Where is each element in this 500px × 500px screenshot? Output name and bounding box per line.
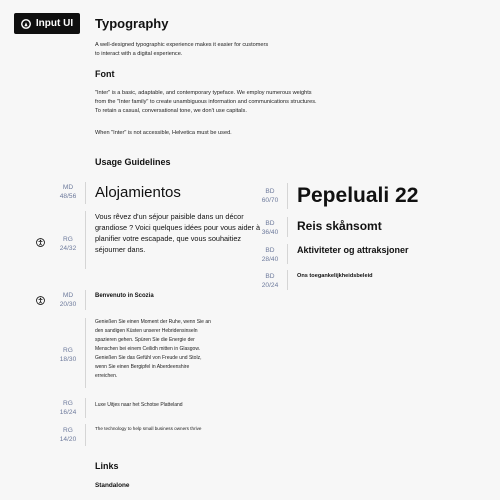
- sample-paragraph-german-line-1: Genießen Sie einen Moment der Ruhe, wenn Sie an: [95, 319, 211, 325]
- divider: [287, 183, 288, 209]
- divider: [85, 424, 86, 446]
- link-standalone[interactable]: Standalone: [95, 482, 130, 489]
- divider: [85, 398, 86, 418]
- style-size: 60/70: [261, 197, 279, 204]
- font-para-line-2: from the "Inter family" to create unambiguous information and communications structures.: [95, 99, 317, 105]
- intro-line-2: to interact with a digital experience.: [95, 51, 183, 57]
- page-title: Typography: [95, 16, 169, 31]
- style-size: 16/24: [59, 409, 77, 416]
- style-size: 24/32: [59, 245, 77, 252]
- font-para-line-1: "Inter" is a basic, adaptable, and contemporary typeface. We employ numerous weights: [95, 90, 312, 96]
- divider: [85, 290, 86, 310]
- style-weight: RG: [63, 400, 73, 407]
- style-size: 28/40: [261, 256, 279, 263]
- sample-paragraph-german-line-6: wenn Sie einen Bergipfel in Aberdeenshire: [95, 364, 190, 370]
- font-fallback-note: When "Inter" is not accessible, Helvetica must be used.: [95, 130, 232, 136]
- style-size: 14/20: [59, 436, 77, 443]
- sample-pepeluali: Pepeluali 22: [297, 184, 419, 207]
- style-weight: MD: [62, 292, 74, 299]
- sample-toegankelijkheid: Ons toegankelijkheidsbeleid: [297, 273, 373, 279]
- sample-paragraph-german-line-4: Menschen bei einem Ceilidh mitten in Glasgow.: [95, 346, 201, 352]
- logo-mark-icon: [21, 19, 31, 29]
- style-size: 48/56: [59, 193, 77, 200]
- style-weight: BD: [265, 220, 275, 227]
- sample-paragraph-german-line-3: spazieren gehen. Spüren Sie die Energie der: [95, 337, 195, 343]
- font-para-line-3: To retain a casual, conversational tone, we don't use capitals.: [95, 108, 247, 114]
- style-weight: RG: [63, 347, 73, 354]
- style-weight: BD: [265, 273, 275, 280]
- style-weight: BD: [265, 247, 275, 254]
- style-weight: MD: [62, 184, 74, 191]
- style-size: 18/30: [59, 356, 77, 363]
- sample-paragraph-german-line-2: den sandigen Küsten unserer Hebridensinseln: [95, 328, 198, 334]
- links-heading: Links: [95, 461, 119, 471]
- divider: [85, 182, 86, 204]
- sample-alojamientos: Alojamientos: [95, 184, 181, 201]
- usage-heading: Usage Guidelines: [95, 157, 171, 167]
- intro-line-1: A well-designed typographic experience makes it easier for customers: [95, 42, 269, 48]
- accessibility-icon: [36, 296, 45, 305]
- font-heading: Font: [95, 69, 115, 79]
- divider: [85, 211, 86, 269]
- style-size: 36/40: [261, 229, 279, 236]
- divider: [287, 270, 288, 290]
- sample-benvenuto: Benvenuto in Scozia: [95, 293, 154, 299]
- brand-name: Input UI: [35, 18, 74, 29]
- accessibility-icon: [36, 238, 45, 247]
- divider: [287, 217, 288, 237]
- sample-aktiviteter: Aktiviteter og attraksjoner: [297, 245, 409, 255]
- sample-paragraph-german-line-7: erreichen.: [95, 373, 118, 379]
- sample-paragraph-german-line-5: Genießen Sie das Gefühl von Freude und Stolz,: [95, 355, 202, 361]
- style-size: 20/24: [261, 282, 279, 289]
- style-size: 20/30: [59, 301, 77, 308]
- style-weight: RG: [63, 427, 73, 434]
- sample-reis-skansomt: Reis skånsomt: [297, 219, 382, 233]
- divider: [85, 318, 86, 388]
- sample-paragraph-french: Vous rêvez d'un séjour paisible dans un décor grandiose ? Voici quelques idées pour vous aider à planifier votre escapade, que vous souhaitiez séjourner dans.: [95, 212, 261, 254]
- style-weight: RG: [63, 236, 73, 243]
- style-weight: BD: [265, 188, 275, 195]
- sample-technology: The technology to help small business owners thrive: [95, 426, 202, 431]
- sample-luxe-uitjes: Luxe Uitjes naar het Schotse Platteland: [95, 402, 183, 408]
- divider: [287, 244, 288, 264]
- brand-logo[interactable]: [14, 13, 80, 34]
